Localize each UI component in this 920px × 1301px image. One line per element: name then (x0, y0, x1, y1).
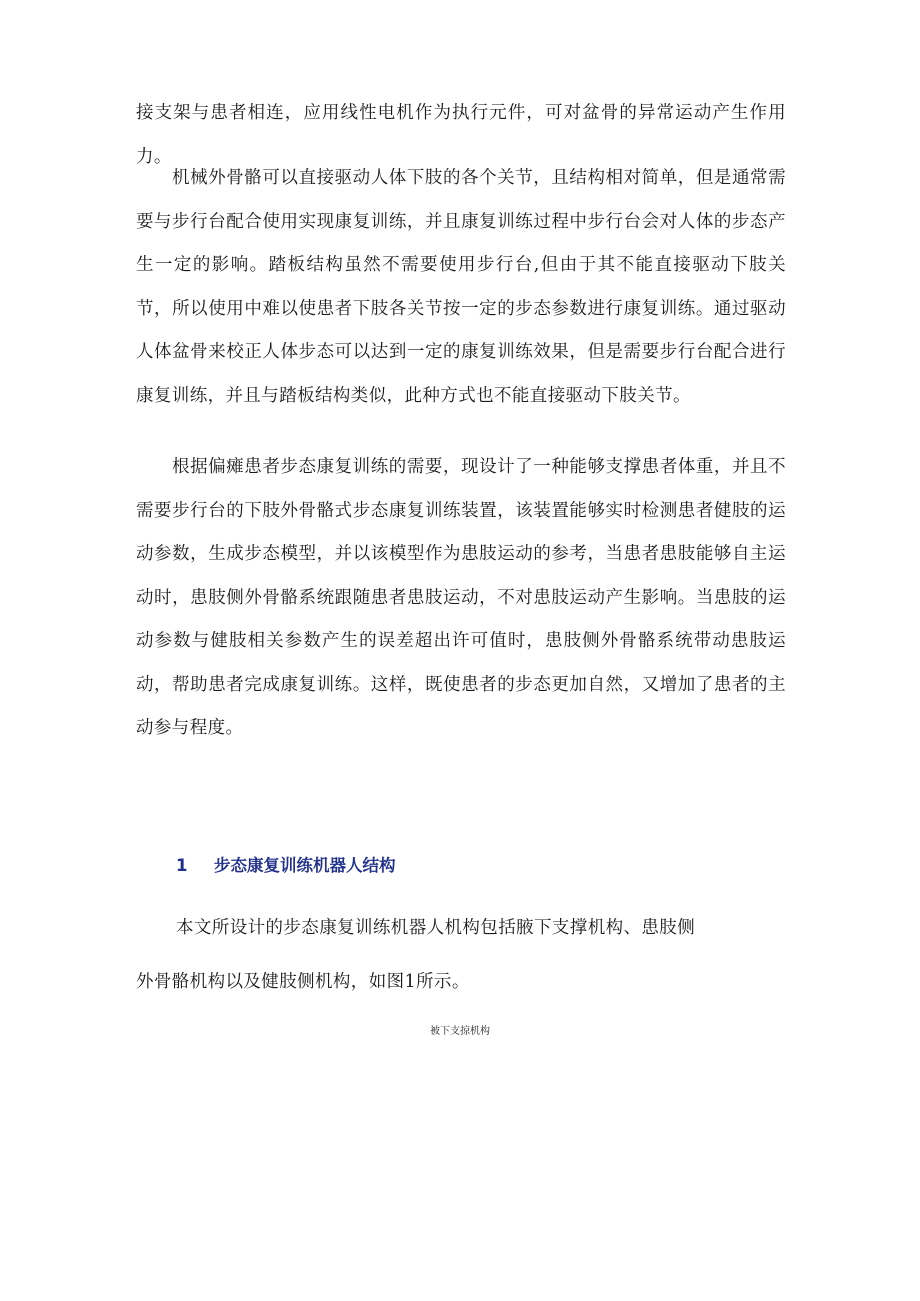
section-number: 1 (176, 856, 188, 875)
paragraph-device-design: 根据偏瘫患者步态康复训练的需要，现设计了一种能够支撑患者体重，并且不需要步行台的下肢外骨骼式步态康复训练装置，该装置能够实时检测患者健肢的运动参数，生成步态模型，并以该模型作为患肢运动的参考，当患者患肢能够自主运动时，患肢侧外骨骼系统跟随患者患肢运动，不对患肢运动产生影响。当患肢的运动参数与健肢相关参数产生的误差超出许可值时，患肢侧外骨骼系统带动患肢运动，帮助患者完成康复训练。这样，既使患者的步态更加自然，又增加了患者的主动参与程度。 (136, 457, 786, 738)
paragraph-continuation: 接支架与患者相连，应用线性电机作为执行元件，可对盆骨的异常运动产生作用力。 (136, 103, 786, 167)
paragraph-exoskeleton-comparison: 机械外骨骼可以直接驱动人体下肢的各个关节，且结构相对简单，但是通常需要与步行台配合使用实现康复训练，并且康复训练过程中步行台会对人体的步态产生一定的影响。踏板结构虽然不需要使用步行台,但由于其不能直接驱动下肢关节，所以使用中难以使患者下肢各关节按一定的步态参数进行康复训练。通过驱动人体盆骨来校正人体步态可以达到一定的康复训练效果，但是需要步行台配合进行康复训练，并且与踏板结构类似，此种方式也不能直接驱动下肢关节。 (136, 168, 786, 406)
section-text-line-1: 本文所设计的步态康复训练机器人机构包括腋下支撑机构、患肢侧 (176, 918, 696, 938)
section-heading (176, 852, 396, 876)
section-title: 步态康复训练机器人结构 (214, 856, 396, 875)
section-text-line-2: 外骨骼机构以及健肢侧机构，如图1所示。 (136, 972, 470, 992)
figure-label: 被下支掠机构 (430, 1026, 490, 1037)
